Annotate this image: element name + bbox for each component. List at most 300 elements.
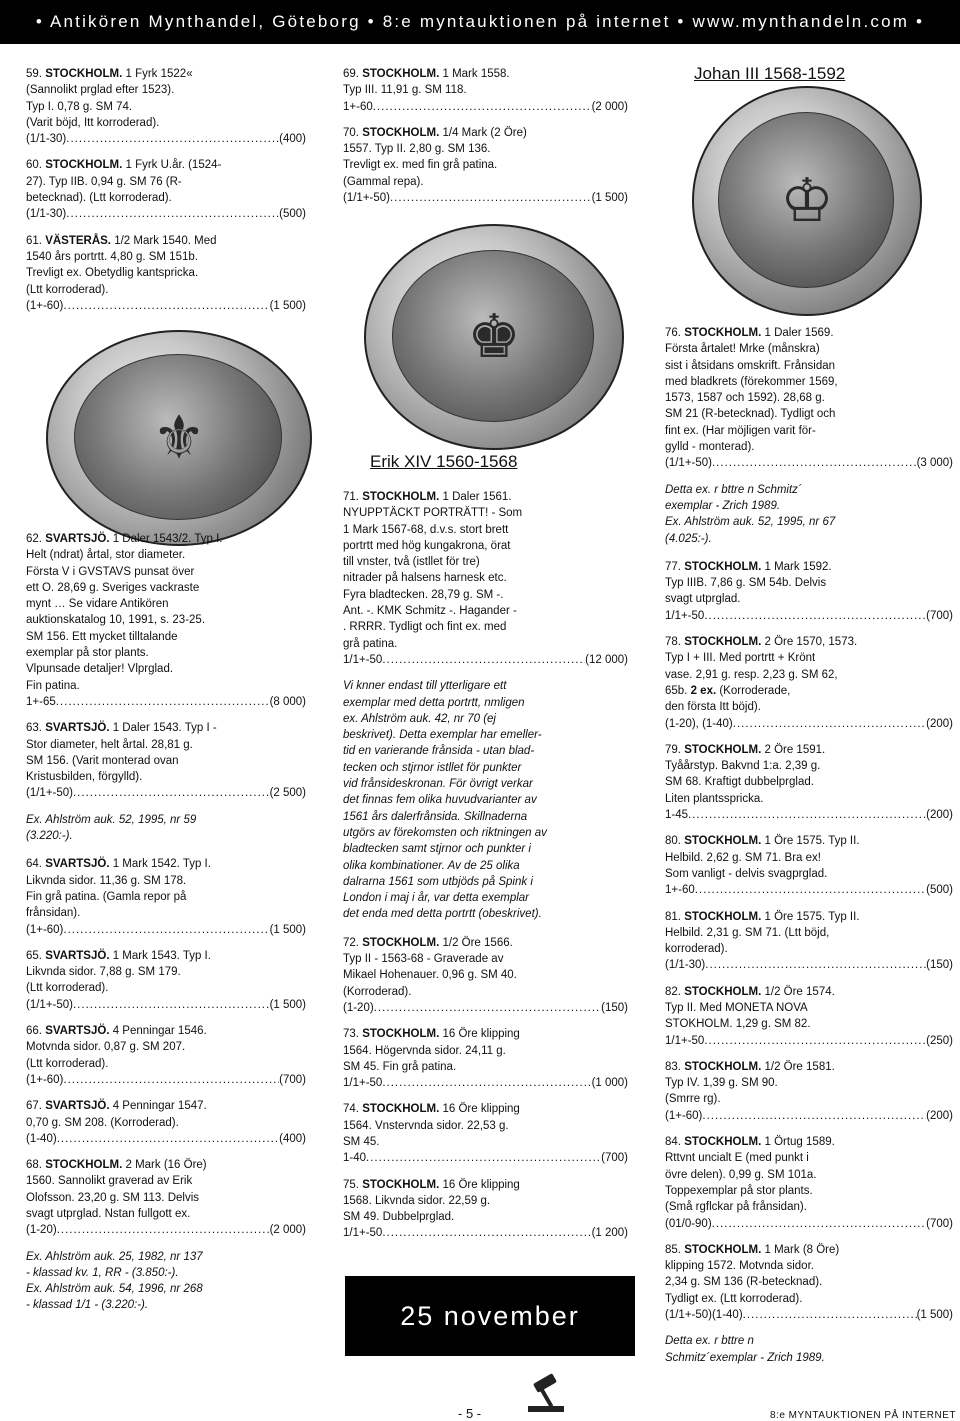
lot-text: 1 Daler 1543. Typ I - [109, 722, 217, 735]
lot-text: 63. [26, 722, 46, 735]
johan-iii-coin-image [692, 86, 922, 316]
note-line: dalrarna 1561 som utbjöds på Spink i [343, 875, 533, 888]
dot-leader [733, 716, 926, 732]
price-line [26, 1222, 306, 1238]
dot-leader [382, 1225, 591, 1241]
note-line: beskrivet). Detta exemplar har emeller- [343, 729, 542, 742]
lot-line: (Gammal repa). [343, 175, 424, 188]
lot-entry [665, 909, 953, 974]
grade-value: (1/1-30) [665, 959, 706, 972]
lot-line [26, 856, 306, 872]
grade-value: (1/1+-50) [343, 192, 390, 205]
lot-line: frånsidan). [26, 907, 81, 920]
grade-value: (1/1-30) [26, 208, 67, 221]
note-line: - klassad 1/1 - (3.220:-). [26, 1299, 149, 1312]
dot-leader [366, 1150, 601, 1166]
lot-line: SM 49. Dubbelprglad. [343, 1211, 455, 1224]
estimate-price: (700) [279, 1073, 306, 1086]
dot-leader [705, 957, 926, 973]
lot-line [665, 742, 953, 758]
lot-line: vase. 2,91 g. resp. 2,23 g. SM 62, [665, 668, 838, 681]
price-line [665, 1033, 953, 1049]
lot-line [343, 935, 628, 951]
price-line [343, 1225, 628, 1241]
grade-value: 1-40 [343, 1152, 367, 1165]
lot-line: fint ex. (Har möjligen varit för- [665, 424, 816, 437]
lot-mint: STOCKHOLM. [684, 985, 762, 998]
lot-line: (Korroderad). [343, 985, 412, 998]
lot-entry [343, 66, 628, 115]
lot-line: Typ II - 1563-68 - Graverade av [343, 953, 504, 966]
price-line [26, 1072, 306, 1088]
lot-entry [26, 948, 306, 1013]
grade-value: 1+-60 [343, 100, 373, 113]
lot-line: STOKHOLM. 1,29 g. SM 82. [665, 1018, 811, 1031]
lot-text: 1 Mark 1542. Typ I. [109, 858, 211, 871]
lot-line: SM 45. Fin grå patina. [343, 1060, 457, 1073]
note-line: Ex. Ahlström auk. 25, 1982, nr 137 [26, 1250, 203, 1263]
price-line [26, 922, 306, 938]
lot-line: Typ III. 11,91 g. SM 118. [343, 84, 467, 97]
note-line: det enda med detta portrtt (obeskrivet). [343, 908, 542, 921]
lot-text: 74. [343, 1103, 363, 1116]
estimate-price: (1 500) [591, 192, 628, 205]
lot-text: 59. [26, 68, 46, 80]
lot-line: klipping 1572. Motvnda sidor. [665, 1260, 814, 1273]
estimate-price: (250) [926, 1034, 953, 1047]
lot-text: 62. [26, 533, 46, 545]
lot-line: gylld - monterad). [665, 441, 755, 454]
column-3 [665, 325, 953, 1378]
dot-leader [374, 1000, 601, 1016]
lot-entry [665, 1059, 953, 1124]
lot-line: Liten plantsspricka. [665, 792, 764, 805]
grade-value: (01/0-90) [665, 1217, 712, 1230]
lot-line: 1540 års portrtt. 4,80 g. SM 151b. [26, 250, 198, 263]
dot-leader [704, 1033, 926, 1049]
erik-xiv-caption: Erik XIV 1560-1568 [370, 452, 518, 471]
lot-mint: STOCKHOLM. [684, 743, 762, 756]
lot-text: 71. [343, 491, 363, 503]
grade-value: (1-20), (1-40) [665, 717, 733, 730]
note-line: Schmitz´exemplar - Zrich 1989. [665, 1351, 825, 1364]
lot-line: 0,70 g. SM 208. (Korroderad). [26, 1116, 179, 1129]
estimate-price: (150) [601, 1001, 628, 1014]
lot-line: Fin grå patina. (Gamla repor på [26, 890, 187, 903]
lot-text: 1/2 Öre 1566. [439, 936, 513, 949]
note-line: Ex. Ahlström auk. 52, 1995, nr 59 [26, 813, 197, 826]
lot-text: 16 Öre klipping [439, 1178, 520, 1191]
note-line: tid en varierande frånsida - utan blad- [343, 745, 535, 758]
grade-value: (1/1+-50) [26, 998, 73, 1011]
provenance-note [665, 1333, 953, 1366]
lot-line: Tyåårstyp. Bakvnd 1:a. 2,39 g. [665, 760, 821, 773]
lot-line: Helbild. 2,62 g. SM 71. Bra ex! [665, 851, 821, 864]
note-line: Ex. Ahlström auk. 52, 1995, nr 67 [665, 516, 836, 529]
lot-text: 1 Fyrk U.år. (1524- [122, 159, 222, 172]
note-line: tecken och stjrnor istllet för punkter [343, 761, 522, 774]
lot-line: Ant. -. KMK Schmitz -. Hagander - [343, 605, 517, 618]
lot-line [26, 66, 306, 82]
lot-line: Likvnda sidor. 7,88 g. SM 179. [26, 966, 181, 979]
dot-leader [712, 1216, 926, 1232]
lot-entry [26, 531, 306, 710]
lot-line: . RRRR. Tydligt och fint ex. med [343, 621, 507, 634]
lot-line [26, 1098, 306, 1114]
estimate-price: (500) [279, 208, 306, 221]
lot-mint: SVARTSJÖ. [45, 722, 110, 735]
lot-line: Mikael Hohenauer. 0,96 g. SM 40. [343, 969, 517, 982]
lot-text: 1 Mark 1558. [439, 68, 510, 80]
lot-line: Vlpunsade detaljer! Vlprglad. [26, 663, 174, 676]
lot-text: 1 Mark 1592. [761, 560, 832, 573]
erik-xiv-coin-image [364, 224, 624, 450]
dot-leader [743, 1307, 917, 1323]
estimate-price: (1 500) [269, 998, 306, 1011]
lot-entry [343, 489, 628, 668]
grade-value: 1/1+-50 [343, 1227, 383, 1240]
lot-line: Trevligt ex. med fin grå patina. [343, 159, 498, 172]
lot-entry [26, 1098, 306, 1147]
grade-value: 1/1+-50 [343, 653, 383, 666]
lot-line [343, 1026, 628, 1042]
dot-leader [382, 652, 585, 668]
price-line [665, 455, 953, 471]
lot-line: (Små rgflckar på frånsidan). [665, 1201, 807, 1214]
lot-line: Typ I. 0,78 g. SM 74. [26, 100, 133, 113]
price-line [665, 1307, 953, 1323]
grade-value: 1/1+-50 [665, 1034, 705, 1047]
estimate-price: (200) [926, 717, 953, 730]
lot-line [665, 683, 953, 699]
price-line [343, 190, 628, 206]
lot-entry [665, 984, 953, 1049]
note-line: exemplar med detta portrtt, nmligen [343, 696, 525, 709]
grade-value: (1/1+-50) [665, 457, 712, 470]
estimate-price: (1 000) [591, 1077, 628, 1090]
lot-text: 69. [343, 68, 363, 80]
price-line [26, 206, 306, 222]
dot-leader [66, 131, 279, 147]
lot-line: svagt utprglad. Nstan fullgott ex. [26, 1207, 191, 1220]
lot-mint: STOCKHOLM. [684, 910, 762, 923]
lot-text: 65b. [665, 684, 691, 697]
price-line [665, 716, 953, 732]
lot-line: Som vanligt - delvis svagprglad. [665, 867, 828, 880]
lot-line: 1560. Sannolikt graverad av Erik [26, 1175, 193, 1188]
gavel-icon [520, 1372, 572, 1414]
grade-value: (1/1-30) [26, 133, 67, 146]
lot-line [26, 157, 306, 173]
king-portrait-icon: ♔ [780, 166, 834, 236]
lot-line: Helbild. 2,31 g. SM 71. (Ltt böjd, [665, 926, 830, 939]
lot-line: korroderad). [665, 943, 728, 956]
lot-line: Fin patina. [26, 679, 80, 692]
lot-line: SM 68. Kraftigt dubbelprglad. [665, 776, 814, 789]
note-line: London i maj i år, var detta exemplar [343, 892, 530, 905]
estimate-price: (12 000) [585, 653, 628, 666]
lot-line: nitrader på halsens harnesk etc. [343, 572, 507, 585]
lot-text: 16 Öre klipping [439, 1103, 520, 1116]
dot-leader [390, 190, 592, 206]
note-line: Detta ex. r bttre n [665, 1335, 754, 1348]
lot-entry [343, 935, 628, 1016]
lot-text: 1 Örtug 1589. [761, 1136, 835, 1149]
lot-text: 1 Öre 1575. Typ II. [761, 910, 860, 923]
lot-text: 76. [665, 327, 685, 339]
price-line [26, 131, 306, 147]
lot-text: 64. [26, 858, 46, 871]
lot-entry [26, 157, 306, 222]
note-line: Vi knner endast till ytterligare ett [343, 680, 507, 693]
lot-mint: VÄSTERÅS. [45, 234, 112, 247]
lot-line [665, 1059, 953, 1075]
estimate-price: (1 200) [591, 1227, 628, 1240]
lot-line: 1564. Vnstervnda sidor. 22,53 g. [343, 1119, 509, 1132]
gustav-vasa-coin-image [46, 330, 312, 546]
lot-text: 4 Penningar 1546. [109, 1025, 207, 1038]
price-line [665, 1216, 953, 1232]
king-portrait-icon: ♚ [467, 302, 521, 372]
lot-text: 2 Öre 1570, 1573. [761, 636, 858, 649]
footer-label: 8:e MYNTAUKTIONEN PÅ INTERNET [770, 1410, 957, 1421]
provenance-note [343, 678, 628, 922]
note-line: olika kombinationer. Av de 25 olika [343, 859, 520, 872]
lot-text: 75. [343, 1178, 363, 1191]
estimate-price: (700) [926, 609, 953, 622]
estimate-price: (1 500) [269, 923, 306, 936]
lot-mint: STOCKHOLM. [684, 327, 762, 339]
estimate-price: (400) [279, 133, 306, 146]
lot-line: 1 Mark 1567-68, d.v.s. stort brett [343, 523, 509, 536]
lot-line: Rttvnt uncialt E (med punkt i [665, 1152, 809, 1165]
lot-line [665, 909, 953, 925]
lot-mint: STOCKHOLM. [362, 936, 440, 949]
lot-line: portrtt med hög kungakrona, örat [343, 539, 511, 552]
lot-line: Tydligt ex. (Ltt korroderad). [665, 1292, 803, 1305]
grade-value: (1/1+-50) [26, 787, 73, 800]
lot-line: SM 21 (R-betecknad). Tydligt och [665, 408, 836, 421]
lot-line [343, 1177, 628, 1193]
lot-text: 81. [665, 910, 685, 923]
lot-mint: STOCKHOLM. [45, 1159, 123, 1172]
lot-line: 1557. Typ II. 2,80 g. SM 136. [343, 143, 491, 156]
lot-text: 2 Mark (16 Öre) [122, 1159, 207, 1172]
lot-mint: STOCKHOLM. [362, 68, 440, 80]
lot-line: (Sannolikt prglad efter 1523). [26, 84, 175, 97]
lot-line: Första årtalet! Mrke (månskra) [665, 343, 820, 356]
lot-line: SM 156. Ett mycket tilltalande [26, 630, 178, 643]
grade-value: (1-40) [26, 1132, 57, 1145]
note-line: bladtecken samt stjrnor och punkter i [343, 843, 531, 856]
note-line: Detta ex. r bttre n Schmitz´ [665, 483, 802, 496]
lot-text: 1/2 Mark 1540. Med [111, 234, 217, 247]
lot-text: 65. [26, 949, 46, 962]
note-line: utgörs av förekomsten och riktningen av [343, 826, 547, 839]
note-line: exemplar - Zrich 1989. [665, 499, 781, 512]
grade-value: (1-20) [26, 1224, 57, 1237]
lot-line [26, 1023, 306, 1039]
provenance-note [26, 1249, 306, 1314]
lot-entry [665, 1134, 953, 1232]
lot-line: 1573, 1587 och 1592). 28,68 g. [665, 392, 825, 405]
lot-text: 77. [665, 560, 685, 573]
lot-text: 1 Mark (8 Öre) [761, 1243, 840, 1256]
lot-line: till vnster, två (istllet för tre) [343, 556, 480, 569]
grade-value: (1+-60) [26, 299, 64, 312]
lot-text: 4 Penningar 1547. [109, 1100, 207, 1113]
lot-mint: STOCKHOLM. [362, 491, 440, 503]
dot-leader [688, 807, 926, 823]
page-number: - 5 - [458, 1406, 482, 1421]
lot-text: 73. [343, 1028, 363, 1041]
estimate-price: (700) [926, 1217, 953, 1230]
note-line: ex. Ahlström auk. 42, nr 70 (ej [343, 712, 496, 725]
note-line: 1561 års dalerfrånsida. Skillnaderna [343, 810, 528, 823]
lot-line: Likvnda sidor. 11,36 g. SM 178. [26, 874, 187, 887]
grade-value: 1/1+-50 [343, 1077, 383, 1090]
lot-mint: 2 ex. [690, 684, 717, 697]
price-line [665, 608, 953, 624]
lot-text: 1 Öre 1575. Typ II. [761, 835, 860, 848]
dot-leader [73, 785, 270, 801]
lot-line: 1568. Likvnda sidor. 22,59 g. [343, 1194, 491, 1207]
lot-text: 1/2 Öre 1574. [761, 985, 835, 998]
lot-line: (Smrre rg). [665, 1093, 721, 1106]
dot-leader [73, 997, 270, 1013]
note-line: - klassad kv. 1, RR - (3.850:-). [26, 1266, 179, 1279]
estimate-price: (3 000) [916, 457, 953, 470]
lot-line: 27). Typ IIB. 0,94 g. SM 76 (R- [26, 175, 182, 188]
provenance-note [26, 812, 306, 845]
lot-entry [26, 1023, 306, 1088]
estimate-price: (150) [926, 959, 953, 972]
lot-line: betecknad). (Ltt korroderad). [26, 192, 172, 205]
lot-text: 1 Fyrk 1522« [122, 68, 193, 80]
lot-text: 60. [26, 159, 46, 172]
lot-entry [665, 833, 953, 898]
lot-line [343, 489, 628, 505]
lot-text: 70. [343, 126, 363, 139]
price-line [26, 785, 306, 801]
lot-entry [343, 125, 628, 206]
provenance-note [665, 482, 953, 547]
lot-mint: STOCKHOLM. [362, 126, 440, 139]
grade-value: 1/1+-50 [665, 609, 705, 622]
lot-line: Motvnda sidor. 0,87 g. SM 207. [26, 1041, 186, 1054]
note-line: det finnas fem olika huvudvarianter av [343, 794, 537, 807]
lot-line: ett O. 28,69 g. Sveriges vackraste [26, 581, 200, 594]
price-line [343, 99, 628, 115]
lot-text: 68. [26, 1159, 46, 1172]
lot-line [343, 66, 628, 82]
lot-line: Typ II. Med MONETA NOVA [665, 1001, 808, 1014]
lot-line: SM 156. (Varit monterad ovan [26, 754, 179, 767]
dot-leader [373, 99, 592, 115]
price-line [26, 1131, 306, 1147]
dot-leader [712, 455, 917, 471]
dot-leader [56, 694, 270, 710]
lot-entry [665, 559, 953, 624]
dot-leader [695, 882, 926, 898]
estimate-price: (700) [601, 1152, 628, 1165]
lot-line: Trevligt ex. Obetydlig kantspricka. [26, 267, 199, 280]
lot-entry [665, 742, 953, 823]
lot-line: Stor diameter, helt årtal. 28,81 g. [26, 738, 193, 751]
lot-entry [26, 66, 306, 147]
estimate-price: (1 500) [916, 1309, 953, 1322]
estimate-price: (500) [926, 884, 953, 897]
lot-line: exemplar på stor plants. [26, 647, 149, 660]
lot-entry [26, 856, 306, 937]
lot-line: Olofsson. 23,20 g. SM 113. Delvis [26, 1191, 200, 1204]
lot-line [26, 531, 306, 547]
lot-text: 1 Mark 1543. Typ I. [109, 949, 211, 962]
lot-line [665, 559, 953, 575]
lot-line: grå patina. [343, 637, 398, 650]
johan-iii-caption: Johan III 1568-1592 [694, 64, 846, 83]
lot-line [343, 125, 628, 141]
lot-entry [26, 1157, 306, 1238]
lot-line [665, 833, 953, 849]
lot-line: Toppexemplar på stor plants. [665, 1184, 813, 1197]
note-line: Ex. Ahlström auk. 54, 1996, nr 268 [26, 1283, 203, 1296]
lot-mint: SVARTSJÖ. [45, 1100, 110, 1113]
lot-entry [26, 233, 306, 314]
lot-line: auktionskatalog 10, 1991, s. 23-25. [26, 614, 206, 627]
lot-entry [343, 1177, 628, 1242]
estimate-price: (2 500) [269, 787, 306, 800]
lot-line: Typ I + III. Med portrtt + Krönt [665, 652, 816, 665]
lot-mint: STOCKHOLM. [684, 835, 762, 848]
column-2-top [343, 66, 628, 216]
price-line [343, 1150, 628, 1166]
estimate-price: (1 500) [269, 299, 306, 312]
dot-leader [704, 608, 926, 624]
lot-mint: STOCKHOLM. [684, 1060, 762, 1073]
header-banner: • Antikören Mynthandel, Göteborg • 8:e myntauktionen på internet • www.mynthandeln.com • [0, 0, 960, 44]
lot-line: övre delen). 0,99 g. SM 101a. [665, 1168, 817, 1181]
lot-mint: SVARTSJÖ. [45, 858, 110, 871]
estimate-price: (2 000) [591, 100, 628, 113]
price-line [665, 807, 953, 823]
lot-line: Fyra bladtecken. 28,79 g. SM -. [343, 588, 504, 601]
estimate-price: (200) [926, 1109, 953, 1122]
lot-line [343, 1101, 628, 1117]
lot-mint: STOCKHOLM. [362, 1178, 440, 1191]
price-line [665, 1108, 953, 1124]
lot-mint: STOCKHOLM. [362, 1028, 440, 1041]
grade-value: (1+-60) [665, 1109, 703, 1122]
lot-text: 72. [343, 936, 363, 949]
lot-text: 1 Daler 1543/2. Typ I. [109, 533, 223, 545]
lot-text: 78. [665, 636, 685, 649]
lot-text: 80. [665, 835, 685, 848]
lot-line: Typ IV. 1,39 g. SM 90. [665, 1077, 778, 1090]
lot-line: sist i åtsidans omskrift. Frånsidan [665, 359, 836, 372]
lot-text: 1 Daler 1561. [439, 491, 512, 503]
price-line [343, 1075, 628, 1091]
grade-value: 1+-65 [26, 695, 56, 708]
lot-mint: SVARTSJÖ. [45, 1025, 110, 1038]
lot-text: 66. [26, 1025, 46, 1038]
lot-text: 61. [26, 234, 46, 247]
lot-line [665, 984, 953, 1000]
dot-leader [63, 298, 269, 314]
column-1-bottom [26, 531, 306, 1326]
lot-text: (Korroderade, [716, 684, 791, 697]
dot-leader [63, 1072, 279, 1088]
